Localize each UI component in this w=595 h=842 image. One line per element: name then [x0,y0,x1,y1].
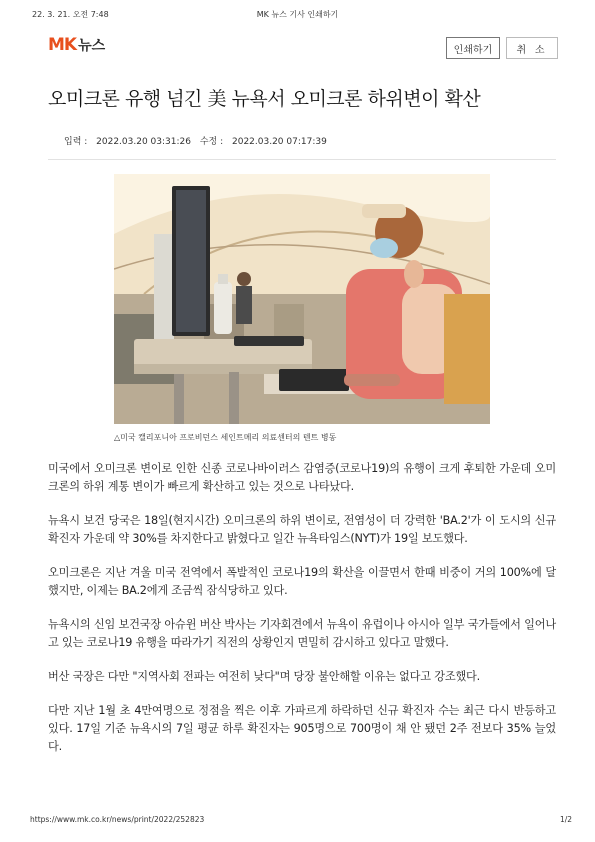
cancel-button[interactable]: 취 소 [506,37,558,59]
updated-label: 수정 : [199,137,224,147]
article-paragraph: 오미크론은 지난 겨울 미국 전역에서 폭발적인 코로나19의 확산을 이끌면서 한때 비중이 거의 100%에 달했지만, 이제는 BA.2에게 조금씩 잠식당하고 있다. [48,566,556,597]
header-divider [48,159,556,160]
article-headline: 오미크론 유행 넘긴 美 뉴욕서 오미크론 하위변이 확산 [48,88,481,110]
article-photo [114,174,490,424]
article-paragraph: 뉴욕시의 신임 보건국장 아슈윈 버산 박사는 기자회견에서 뉴욕이 유럽이나 아시아 일부 국가들에서 일어나고 있는 코로나19 유행을 따라가기 직전의 상황인지 면밀히 감시하고 있다고 말했다. [48,618,556,649]
article-meta [64,134,333,147]
updated-value: 2022.03.20 07:17:39 [232,137,327,147]
published-value: 2022.03.20 03:31:26 [96,137,191,147]
published-label: 입력 : [64,137,88,147]
print-url: https://www.mk.co.kr/news/print/2022/252823 [30,815,205,824]
logo-news: 뉴스 [78,38,106,54]
photo-illustration [114,174,490,424]
article-body [48,460,556,772]
print-datetime: 22. 3. 21. 오전 7:48 [32,10,109,19]
photo-caption: △미국 캘리포니아 프로비던스 세인트메리 의료센터의 텐트 병동 [114,433,337,442]
print-header [0,9,595,21]
article-paragraph: 미국에서 오미크론 변이로 인한 신종 코로나바이러스 감염증(코로나19)의 유행이 크게 후퇴한 가운데 오미크론의 하위 계통 변이가 빠르게 확산하고 있는 것으로 나타났다. [48,462,556,493]
article-paragraph: 다만 지난 1월 초 4만여명으로 정점을 찍은 이후 가파르게 하락하던 신규 확진자 수는 최근 다시 반등하고 있다. 17일 기준 뉴욕시의 7일 평균 하루 확진자는 905명으로 700명이 채 안 됐던 2주 전보다 35% 늘었다. [48,704,556,753]
logo-mk: MK [48,35,77,55]
print-button[interactable]: 인쇄하기 [446,37,500,59]
article-paragraph: 뉴욕시 보건 당국은 18일(현지시간) 오미크론의 하위 변이로, 전염성이 더 강력한 'BA.2'가 이 도시의 신규 확진자 가운데 약 30%를 차지한다고 밝혔다고 일간 뉴욕타임스(NYT)가 19일 보도했다. [48,514,556,545]
mk-news-logo[interactable] [48,35,105,55]
print-window-title: MK 뉴스 기사 인쇄하기 [256,10,339,19]
article-paragraph: 버산 국장은 다만 "지역사회 전파는 여전히 낮다"며 당장 불안해할 이유는 없다고 강조했다. [48,670,481,683]
print-page-number: 1/2 [560,815,573,824]
